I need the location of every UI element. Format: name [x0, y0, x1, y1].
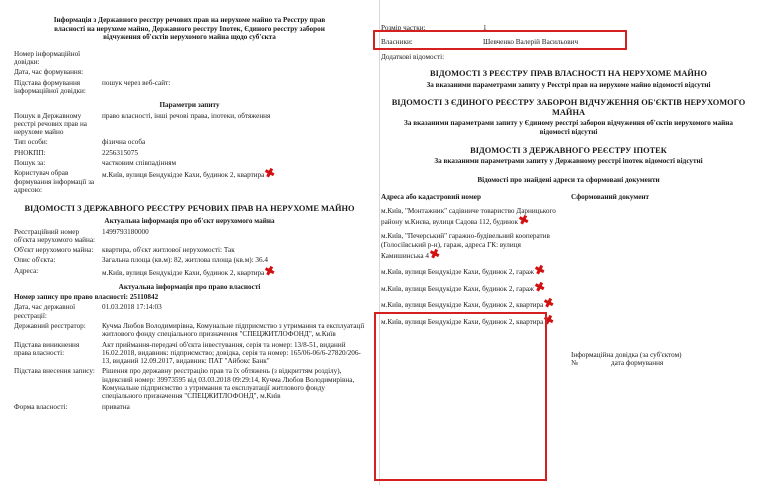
field-row [14, 165, 365, 194]
field-value [100, 341, 365, 366]
field-value-text: Кучма Любов Володимирівна, Комунальне підприємство з утримання та експлуатації житлового фонду спеціального призначення "СПЕЦЖИТЛОФОНД", м.Київ [102, 322, 365, 339]
field-label: Дата, час формування: [14, 68, 84, 77]
object-title: Актуальна інформація про об'єкт нерухомого майна [104, 217, 275, 226]
field-row [14, 159, 365, 167]
registry-title: ВІДОМОСТІ З ДЕРЖАВНОГО РЕЄСТРУ РЕЧОВИХ ПРАВ НА НЕРУХОМЕ МАЙНО [24, 204, 355, 214]
redaction-mark-icon: ✖ [516, 211, 531, 228]
section-subtitle: За вказаними параметрами запиту у Реєстрі прав на нерухоме майно відомості відсутні [426, 80, 711, 89]
owners-value: Шевченко Валерій Васильович [483, 38, 579, 47]
field-label: Підстава формування інформаційної довідки: [14, 78, 86, 96]
field-value-text: пошук через веб-сайт: [102, 78, 171, 87]
document-header: Інформація з Державного реєстру речових прав на нерухоме майно та Реєстру прав власності на нерухоме майно, Державного реєстру Іпотек, Єдиного реєстру заборон відчуження об'єктів нерухомого майна щодо суб'єкта [53, 16, 326, 42]
field-label: Адреса: [14, 266, 39, 275]
address-text: м.Київ, "Монтажник" садівниче товариство Дарницького району м.Києва, вулиця Садова 112, будинок [381, 206, 556, 226]
share-value: 1 [483, 24, 487, 32]
address-text: м.Київ, вулиця Бендукідзе Кахи, будинок 2, квартира [381, 318, 544, 327]
field-value-text: 1499793180000 [102, 227, 149, 236]
field-value [100, 256, 365, 264]
share-label: Розмір частки: [381, 24, 426, 32]
field-row [14, 228, 365, 245]
field-row [14, 138, 365, 146]
field-row [14, 303, 365, 320]
address-text: м.Київ, вулиця Бендукідзе Кахи, будинок 2, гараж [381, 284, 535, 293]
field-value [100, 322, 365, 339]
field-row [14, 256, 365, 264]
field-row [14, 367, 365, 400]
field-value [100, 68, 365, 76]
doc-date: дата формування [611, 359, 664, 368]
field-value [100, 367, 365, 400]
col-document: Сформований документ [571, 192, 650, 201]
document-column [561, 201, 756, 368]
field-label: Опис об'єкта: [14, 256, 56, 265]
field-value-text: квартира, об'єкт житлової нерухомості: Так [102, 246, 235, 255]
found-title: Відомості про знайдені адреси та сформовані документи [477, 176, 660, 185]
owners-label: Власники: [381, 38, 413, 47]
field-row [14, 79, 365, 96]
left-document-page [0, 0, 380, 485]
address-text: м.Київ, "Печерський" гаражно-будівельний кооператив (Голосіївський р-н), гараж, адреса ГК: вулиця Камишинська 4 [381, 232, 550, 260]
field-row [14, 322, 365, 339]
field-label: Номер інформаційної довідки: [14, 49, 81, 67]
field-value [100, 262, 365, 279]
field-value-text: Загальна площа (кв.м): 82, житлова площа (кв.м): 36.4 [102, 256, 269, 265]
address-item [381, 295, 561, 312]
registry-sections [381, 69, 756, 166]
field-value [100, 50, 365, 67]
field-value [100, 138, 365, 146]
field-value-text: частковим співпадінням [102, 159, 177, 168]
field-row [14, 262, 365, 279]
record-number: Номер запису про право власності: 25110842 [14, 293, 159, 302]
section-subtitle: За вказаними параметрами запиту у Державному реєстрі іпотек відомості відсутні [434, 157, 703, 166]
address-item [381, 207, 561, 226]
field-label: РНОКПП: [14, 148, 46, 157]
redaction-mark-icon: ✖ [427, 245, 442, 262]
doc-text: Інформаційна довідка (за суб'єктом) [571, 350, 682, 359]
doc-no: № [571, 359, 578, 368]
field-label: Об'єкт нерухомого майна: [14, 246, 94, 255]
field-label: Пошук за: [14, 159, 46, 168]
ownership-title: Актуальна інформація про право власності [118, 282, 261, 291]
field-value [100, 165, 365, 194]
field-value [100, 303, 365, 320]
info-rows [14, 50, 365, 95]
redaction-mark-icon: ✖ [542, 311, 557, 329]
address-item [381, 232, 561, 260]
field-label: Дата, час державної реєстрації: [14, 303, 76, 320]
field-label: Підстава внесення запису: [14, 367, 95, 376]
redaction-mark-icon: ✖ [263, 165, 278, 182]
field-value [100, 403, 365, 411]
field-value-text: м.Київ, вулиця Бендукідзе Кахи, будинок 2, квартира [102, 268, 265, 277]
field-label: Державний реєстратор: [14, 322, 86, 331]
addresses-highlight-box [374, 312, 547, 481]
field-value [100, 246, 365, 254]
col-address: Адреса або кадастровий номер [381, 192, 481, 201]
field-row [14, 68, 365, 76]
field-value [100, 112, 365, 137]
field-label: Форма власності: [14, 402, 68, 411]
section-title: ВІДОМОСТІ З ЄДИНОГО РЕЄСТРУ ЗАБОРОН ВІДЧУЖЕННЯ ОБ'ЄКТІВ НЕРУХОМОГО МАЙНА [391, 98, 746, 117]
field-value-text: 01.03.2018 17:14:03 [102, 303, 162, 312]
section-subtitle: За вказаними параметрами запиту у Єдиному реєстрі заборон відчуження об'єктів нерухомого майна відомості відсутні [404, 119, 733, 137]
field-row [14, 50, 365, 67]
redaction-mark-icon: ✖ [532, 261, 547, 279]
section-title: ВІДОМОСТІ З РЕЄСТРУ ПРАВ ВЛАСНОСТІ НА НЕРУХОМЕ МАЙНО [430, 68, 707, 78]
field-value [100, 228, 365, 245]
field-value-text: Акт приймання-передачі об'єкта інвестування, серія та номер: 13/8-51, виданий 16.02.2018, видавник: підприємство; довідка, серія та номер: 165/06-06/6-27820/206-13, виданий 12.09.2017, видавник: ПАТ "Айбокс Банк" [102, 340, 361, 366]
field-row [14, 246, 365, 254]
field-value [100, 159, 365, 167]
field-label: Підстава виникнення права власності: [14, 340, 80, 357]
field-label: Пошук в Державному реєстрі речових прав на нерухоме майно [14, 111, 87, 137]
field-value-text: м.Київ, вулиця Бендукідзе Кахи, будинок 2, квартира [102, 171, 265, 180]
field-row [14, 112, 365, 137]
field-value-text: приватна [102, 402, 130, 411]
field-value-text: право власності, інші речові права, іпотеки, обтяження [102, 111, 271, 120]
params-title: Параметри запиту [159, 101, 220, 110]
extra-label: Додаткові відомості: [381, 52, 445, 61]
owners-highlight-box [373, 30, 627, 50]
address-text: м.Київ, вулиця Бендукідзе Кахи, будинок 2, гараж [381, 268, 535, 277]
field-value [100, 79, 365, 96]
field-label: Користувач обрав формування інформації за адресою: [14, 169, 95, 194]
redaction-mark-icon: ✖ [263, 262, 278, 279]
ownership-rows [14, 303, 365, 410]
field-value [100, 149, 365, 157]
object-rows [14, 228, 365, 277]
redaction-mark-icon: ✖ [532, 278, 547, 296]
field-value-text: Рішення про державну реєстрацію прав та їх обтяжень (з відкриттям розділу), індексний номер: 39973595 від 03.03.2018 09:29:14, Кучма Любов Володимирівна, Комунальне підприємство з утримання та експлуатації житлового фонду спеціального призначення "СПЕЦЖИТЛОФОНД", м.Київ [102, 367, 355, 401]
extra-row [381, 53, 756, 61]
section-title: ВІДОМОСТІ З ДЕРЖАВНОГО РЕЄСТРУ ІПОТЕК [470, 145, 667, 155]
field-value-text: 2256315075 [102, 148, 138, 157]
field-row [14, 341, 365, 366]
address-item [381, 261, 561, 279]
field-row [14, 149, 365, 157]
params-rows [14, 112, 365, 195]
field-label: Тип особи: [14, 138, 48, 147]
field-value-text: фізична особа [102, 138, 146, 147]
redaction-mark-icon: ✖ [542, 295, 557, 312]
results-header [381, 193, 756, 201]
address-text: м.Київ, вулиця Бендукідзе Кахи, будинок 2, квартира [381, 301, 544, 310]
field-row [14, 403, 365, 411]
field-label: Реєстраційний номер об'єкта нерухомого майна: [14, 227, 96, 244]
address-item [381, 278, 561, 296]
doc-meta [571, 359, 756, 367]
